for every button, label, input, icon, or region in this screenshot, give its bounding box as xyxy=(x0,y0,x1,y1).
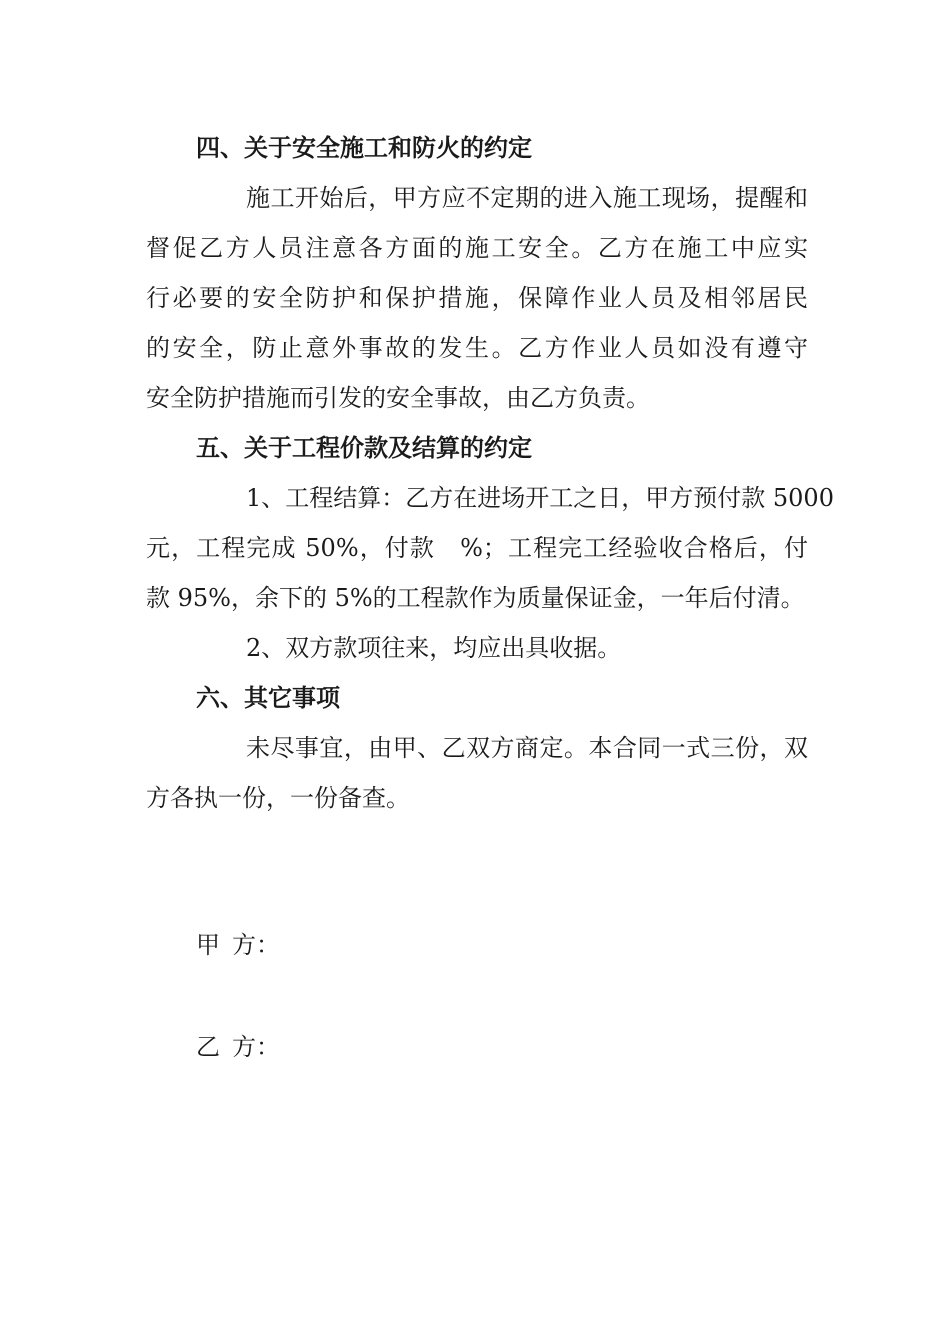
section-heading-payment: 五、关于工程价款及结算的约定 xyxy=(196,433,532,462)
paragraph-safety xyxy=(146,173,808,423)
signature-label-char: 方： xyxy=(232,931,280,959)
text-line: 督促乙方人员注意各方面的施工安全。乙方在施工中应实 xyxy=(146,234,808,262)
signature-party-a xyxy=(196,920,280,970)
text-line: 的安全，防止意外事故的发生。乙方作业人员如没有遵守 xyxy=(146,334,808,362)
text-line: 施工开始后，甲方应不定期的进入施工现场，提醒和 xyxy=(246,184,808,212)
document-body xyxy=(146,123,834,823)
signature-label-char: 方： xyxy=(232,1033,280,1061)
section-heading-other: 六、其它事项 xyxy=(196,683,340,712)
paragraph-receipts xyxy=(146,623,808,673)
text-line: 行必要的安全防护和保护措施，保障作业人员及相邻居民 xyxy=(146,284,808,312)
signature-label-char: 乙 xyxy=(196,1033,220,1061)
text-line: 2、双方款项往来，均应出具收据。 xyxy=(246,634,622,662)
paragraph-other xyxy=(146,723,808,823)
section-heading-safety: 四、关于安全施工和防火的约定 xyxy=(196,133,532,162)
text-line: 安全防护措施而引发的安全事故，由乙方负责。 xyxy=(146,384,650,412)
text-line: 1、工程结算：乙方在进场开工之日，甲方预付款 5000 xyxy=(246,484,834,512)
signature-label-char: 甲 xyxy=(196,931,220,959)
text-line: 未尽事宜，由甲、乙双方商定。本合同一式三份，双 xyxy=(246,734,808,762)
signature-party-b xyxy=(196,1022,280,1072)
text-line: 元，工程完成 50%，付款 %；工程完工经验收合格后，付 xyxy=(146,534,808,562)
text-line: 款 95%，余下的 5%的工程款作为质量保证金，一年后付清。 xyxy=(146,584,805,612)
paragraph-settlement xyxy=(146,473,834,623)
text-line: 方各执一份，一份备查。 xyxy=(146,784,410,812)
